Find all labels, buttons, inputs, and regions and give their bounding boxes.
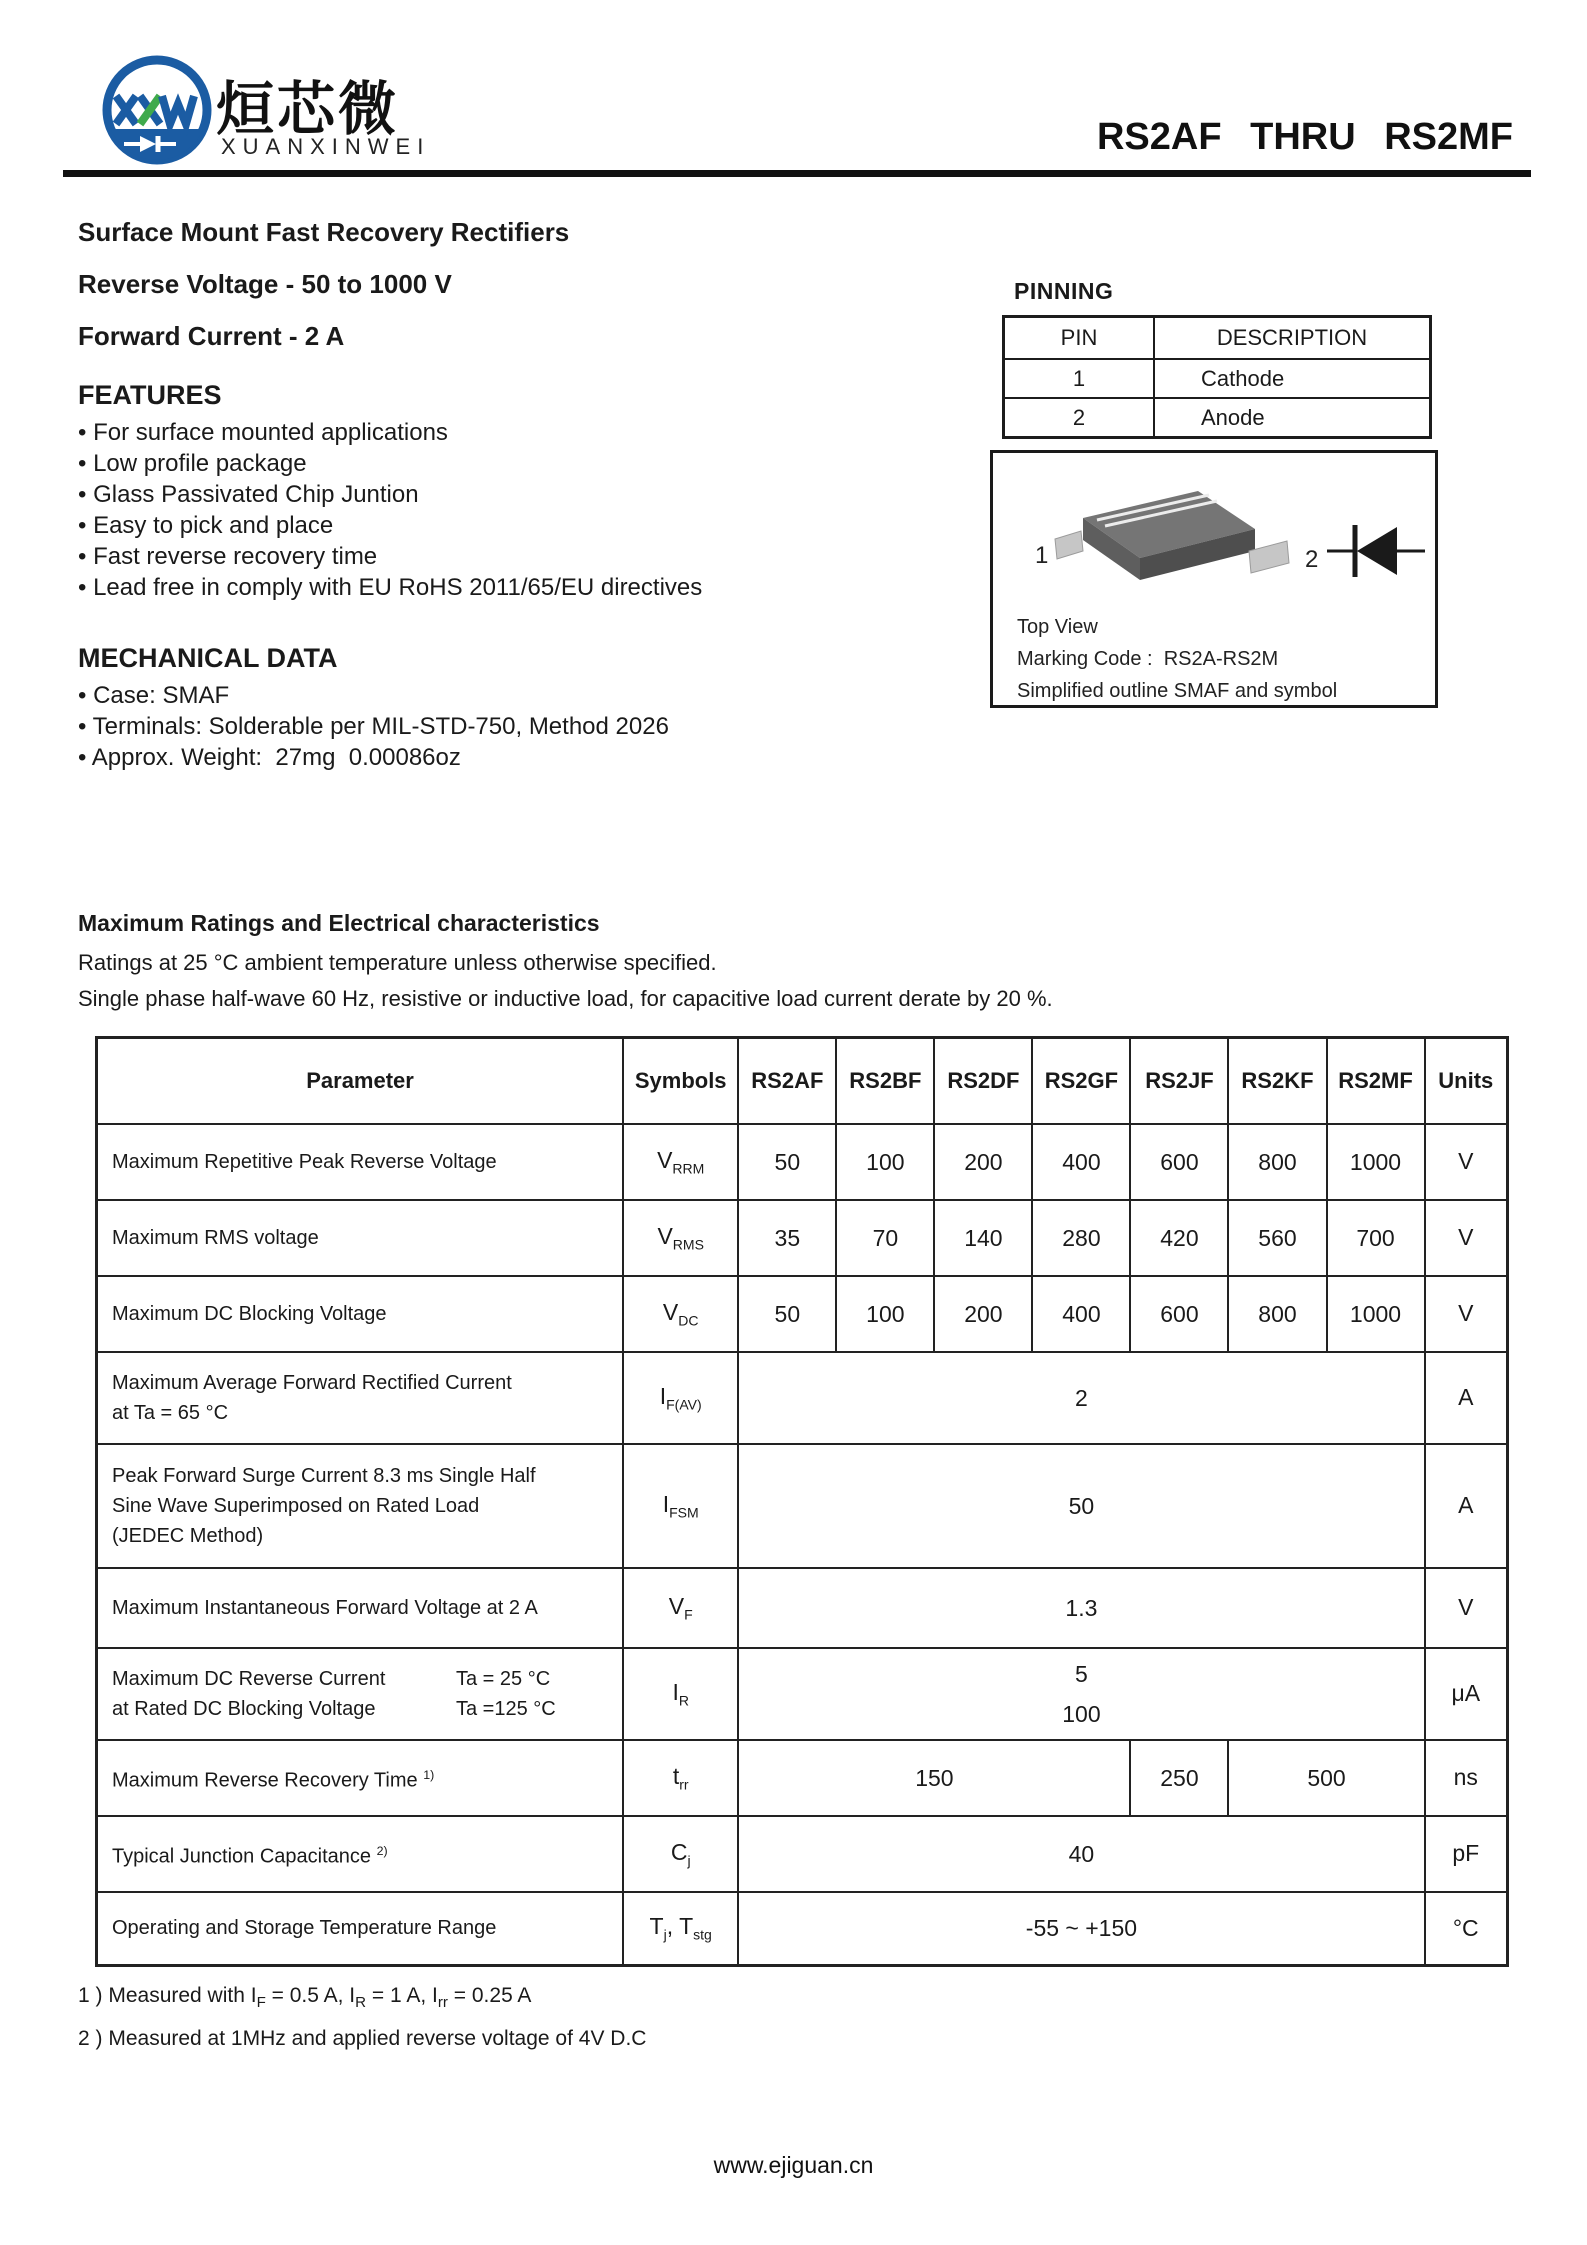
table-cell: V bbox=[1425, 1276, 1508, 1352]
pin-column-header: PIN bbox=[1004, 317, 1155, 360]
table-cell: Maximum RMS voltage bbox=[97, 1200, 624, 1276]
table-cell: 500 bbox=[1228, 1740, 1424, 1816]
table-cell: 140 bbox=[934, 1200, 1032, 1276]
table-cell: Peak Forward Surge Current 8.3 ms Single Half Sine Wave Superimposed on Rated Load (JEDEC Method) bbox=[97, 1444, 624, 1568]
table-cell: A bbox=[1425, 1352, 1508, 1444]
table-cell: Maximum Average Forward Rectified Current at Ta = 65 °C bbox=[97, 1352, 624, 1444]
table-cell: Maximum DC Reverse Current Ta = 25 °C at Rated DC Blocking Voltage Ta =125 °C bbox=[97, 1648, 624, 1740]
pinning-table bbox=[1002, 315, 1432, 439]
table-row bbox=[97, 1352, 1508, 1444]
table-cell: $V_{RRM}$ bbox=[623, 1124, 738, 1200]
package-caption: Marking Code : RS2A-RS2M bbox=[1017, 648, 1279, 670]
table-cell: $I_R$ bbox=[623, 1648, 738, 1740]
table-cell: 700 bbox=[1327, 1200, 1425, 1276]
feature-item: • Low profile package bbox=[78, 448, 738, 479]
table-cell: Maximum Reverse Recovery Time $^{1)}$ bbox=[97, 1740, 624, 1816]
table-row bbox=[97, 1200, 1508, 1276]
table-cell: 40 bbox=[738, 1816, 1424, 1892]
table-cell: $V_{DC}$ bbox=[623, 1276, 738, 1352]
table-cell: 100 bbox=[836, 1276, 934, 1352]
table-cell: 150 bbox=[738, 1740, 1130, 1816]
mechanical-item: • Approx. Weight: 27mg 0.00086oz bbox=[78, 742, 738, 773]
table-cell: V bbox=[1425, 1200, 1508, 1276]
table-cell: 800 bbox=[1228, 1124, 1326, 1200]
table-cell: 50 bbox=[738, 1444, 1424, 1568]
package-drawing bbox=[993, 463, 1429, 613]
mechanical-item: • Case: SMAF bbox=[78, 680, 738, 711]
pinning-section bbox=[1002, 278, 1438, 439]
table-cell: 35 bbox=[738, 1200, 836, 1276]
smaf-package-icon bbox=[1083, 491, 1255, 580]
table-cell: RS2BF bbox=[836, 1038, 934, 1124]
mechanical-data-heading: MECHANICAL DATA bbox=[78, 643, 338, 673]
ratings-heading: Maximum Ratings and Electrical characteristics bbox=[78, 910, 600, 936]
ratings-note: Ratings at 25 °C ambient temperature unless otherwise specified. bbox=[78, 950, 717, 975]
feature-item: • For surface mounted applications bbox=[78, 417, 738, 448]
table-cell: 600 bbox=[1130, 1124, 1228, 1200]
feature-item: • Lead free in comply with EU RoHS 2011/65/EU directives bbox=[78, 572, 738, 603]
pinning-row bbox=[1004, 398, 1431, 438]
footnote-line: 1 ) Measured with $I_F = 0.5$ A, $I_R = 1$ A, $I_{rr} = 0.25$ A bbox=[78, 1984, 532, 2012]
feature-item: • Easy to pick and place bbox=[78, 510, 738, 541]
pin-description: Anode bbox=[1154, 398, 1431, 438]
table-cell: μA bbox=[1425, 1648, 1508, 1740]
table-cell: 1.3 bbox=[738, 1568, 1424, 1648]
table-cell: RS2GF bbox=[1032, 1038, 1130, 1124]
table-cell: 5 100 bbox=[738, 1648, 1424, 1740]
table-row bbox=[97, 1276, 1508, 1352]
pin-number: 2 bbox=[1004, 398, 1155, 438]
page-title: RS2AF THRU RS2MF bbox=[1096, 116, 1513, 158]
table-cell: V bbox=[1425, 1568, 1508, 1648]
table-cell: Units bbox=[1425, 1038, 1508, 1124]
table-row bbox=[97, 1444, 1508, 1568]
table-cell: 400 bbox=[1032, 1276, 1130, 1352]
table-cell: RS2JF bbox=[1130, 1038, 1228, 1124]
subtitle-line: Reverse Voltage - 50 to 1000 V bbox=[78, 269, 452, 299]
table-cell: 50 bbox=[738, 1276, 836, 1352]
table-row bbox=[97, 1568, 1508, 1648]
table-row bbox=[97, 1124, 1508, 1200]
table-cell: RS2KF bbox=[1228, 1038, 1326, 1124]
table-cell: 200 bbox=[934, 1276, 1032, 1352]
features-list bbox=[78, 417, 738, 603]
company-name-latin: XUANXINWEI bbox=[221, 134, 431, 159]
table-cell: 250 bbox=[1130, 1740, 1228, 1816]
table-cell: Symbols bbox=[623, 1038, 738, 1124]
table-cell: 280 bbox=[1032, 1200, 1130, 1276]
table-cell: $t_{rr}$ bbox=[623, 1740, 738, 1816]
table-row bbox=[97, 1740, 1508, 1816]
table-cell: Parameter bbox=[97, 1038, 624, 1124]
footnotes bbox=[78, 1978, 646, 2057]
table-row bbox=[97, 1892, 1508, 1966]
table-cell: $V_{RMS}$ bbox=[623, 1200, 738, 1276]
package-caption: Simplified outline SMAF and symbol bbox=[1017, 680, 1338, 702]
footnote-line: 2 ) Measured at 1MHz and applied reverse voltage of 4V D.C bbox=[78, 2027, 647, 2051]
table-cell: 1000 bbox=[1327, 1124, 1425, 1200]
table-cell: $C_j$ bbox=[623, 1816, 738, 1892]
table-row bbox=[97, 1816, 1508, 1892]
table-cell: -55 ~ +150 bbox=[738, 1892, 1424, 1966]
feature-item: • Glass Passivated Chip Juntion bbox=[78, 479, 738, 510]
table-cell: RS2AF bbox=[738, 1038, 836, 1124]
package-terminal-1 bbox=[1055, 531, 1083, 559]
table-cell: 800 bbox=[1228, 1276, 1326, 1352]
pin2-label: 2 bbox=[1305, 546, 1319, 573]
table-cell: $T_j$, $T_{stg}$ bbox=[623, 1892, 738, 1966]
ratings-note: Single phase half-wave 60 Hz, resistive or inductive load, for capacitive load current derate by 20 %. bbox=[78, 986, 1053, 1011]
table-cell: 70 bbox=[836, 1200, 934, 1276]
table-row bbox=[97, 1648, 1508, 1740]
company-name-chinese: 烜芯微 bbox=[216, 77, 400, 142]
table-cell: ns bbox=[1425, 1740, 1508, 1816]
mechanical-item: • Terminals: Solderable per MIL-STD-750, Method 2026 bbox=[78, 711, 738, 742]
header-rule bbox=[63, 170, 1531, 177]
table-header-row bbox=[97, 1038, 1508, 1124]
pin1-label: 1 bbox=[1035, 542, 1049, 569]
table-cell: 100 bbox=[836, 1124, 934, 1200]
feature-item: • Fast reverse recovery time bbox=[78, 541, 738, 572]
package-outline-box bbox=[990, 450, 1438, 708]
table-cell: A bbox=[1425, 1444, 1508, 1568]
table-cell: Typical Junction Capacitance $^{2)}$ bbox=[97, 1816, 624, 1892]
table-cell: Maximum Repetitive Peak Reverse Voltage bbox=[97, 1124, 624, 1200]
company-logo-icon bbox=[100, 50, 214, 170]
pinning-heading: PINNING bbox=[1014, 278, 1114, 304]
footer-url: www.ejiguan.cn bbox=[713, 2152, 874, 2178]
table-cell: RS2DF bbox=[934, 1038, 1032, 1124]
table-cell: V bbox=[1425, 1124, 1508, 1200]
description-column-header: DESCRIPTION bbox=[1154, 317, 1431, 360]
intro-section bbox=[78, 206, 738, 773]
table-cell: RS2MF bbox=[1327, 1038, 1425, 1124]
subtitle-line: Surface Mount Fast Recovery Rectifiers bbox=[78, 217, 570, 247]
ratings-table bbox=[95, 1036, 1509, 1967]
table-cell: 200 bbox=[934, 1124, 1032, 1200]
table-cell: 2 bbox=[738, 1352, 1424, 1444]
pin-description: Cathode bbox=[1154, 359, 1431, 398]
table-cell: 560 bbox=[1228, 1200, 1326, 1276]
table-cell: pF bbox=[1425, 1816, 1508, 1892]
table-cell: $I_{FSM}$ bbox=[623, 1444, 738, 1568]
diode-symbol-icon bbox=[1327, 525, 1425, 577]
table-cell: °C bbox=[1425, 1892, 1508, 1966]
table-cell: 1000 bbox=[1327, 1276, 1425, 1352]
subtitle-line: Forward Current - 2 A bbox=[78, 321, 345, 351]
table-cell: 420 bbox=[1130, 1200, 1228, 1276]
pinning-row bbox=[1004, 359, 1431, 398]
mechanical-data-list bbox=[78, 680, 738, 773]
table-cell: 50 bbox=[738, 1124, 836, 1200]
pinning-header-row bbox=[1004, 317, 1431, 360]
table-cell: $V_F$ bbox=[623, 1568, 738, 1648]
table-cell: 600 bbox=[1130, 1276, 1228, 1352]
table-cell: Operating and Storage Temperature Range bbox=[97, 1892, 624, 1966]
table-cell: 400 bbox=[1032, 1124, 1130, 1200]
table-cell: Maximum Instantaneous Forward Voltage at 2 A bbox=[97, 1568, 624, 1648]
package-caption: Top View bbox=[1017, 616, 1098, 638]
table-cell: $I_{F(AV)}$ bbox=[623, 1352, 738, 1444]
package-captions bbox=[1017, 611, 1337, 707]
pin-number: 1 bbox=[1004, 359, 1155, 398]
features-heading: FEATURES bbox=[78, 380, 222, 410]
table-cell: Maximum DC Blocking Voltage bbox=[97, 1276, 624, 1352]
